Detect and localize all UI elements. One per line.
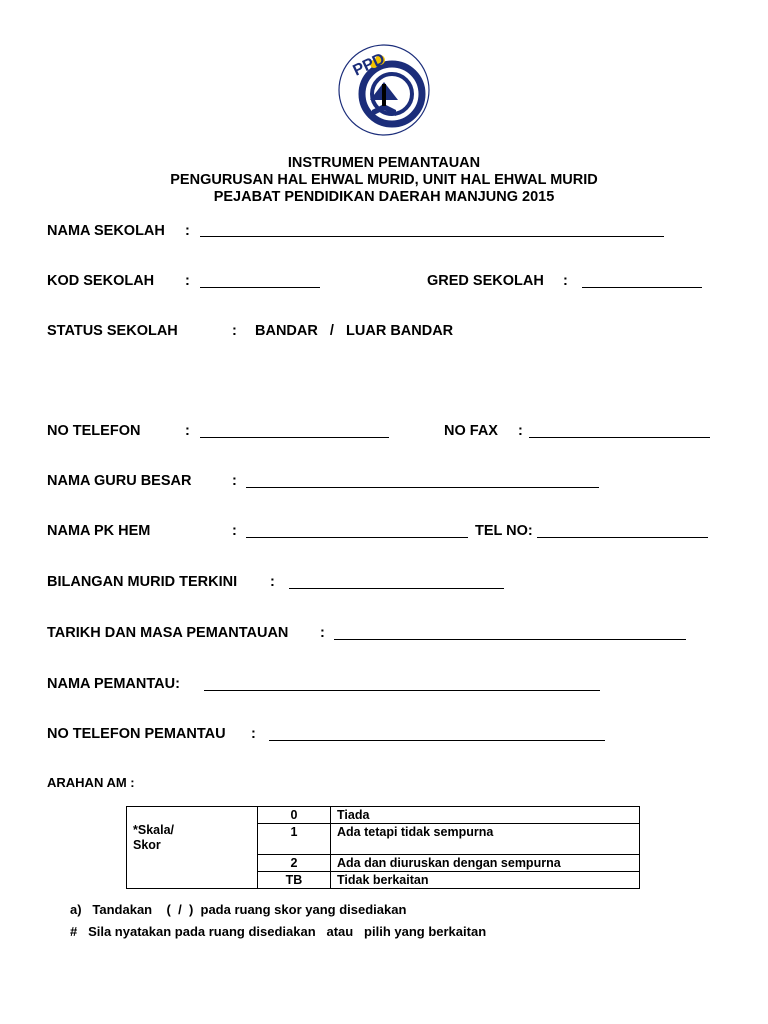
nama-pemantau-label: NAMA PEMANTAU: xyxy=(47,676,180,692)
arahan-am-title: ARAHAN AM : xyxy=(47,775,135,790)
no-telefon-pemantau-line[interactable] xyxy=(269,740,605,741)
colon: : xyxy=(185,423,190,439)
tarikh-masa-line[interactable] xyxy=(334,639,686,640)
no-fax-label: NO FAX xyxy=(444,423,498,439)
instruction-hash: # Sila nyatakan pada ruang disediakan atau pilih yang berkaitan xyxy=(70,924,487,939)
tel-no-line[interactable] xyxy=(537,537,708,538)
nama-pemantau-line[interactable] xyxy=(204,690,600,691)
nama-sekolah-line[interactable] xyxy=(200,236,664,237)
score-cell: 1 xyxy=(258,824,331,855)
status-sekolah-label: STATUS SEKOLAH xyxy=(47,323,178,339)
instruction-a: a) Tandakan ( / ) pada ruang skor yang disediakan xyxy=(70,902,407,917)
score-desc-cell: Tiada xyxy=(331,807,640,824)
nama-guru-besar-label: NAMA GURU BESAR xyxy=(47,473,192,489)
ppd-logo xyxy=(336,42,432,138)
nama-guru-besar-line[interactable] xyxy=(246,487,599,488)
kod-sekolah-label: KOD SEKOLAH xyxy=(47,273,155,289)
score-desc-cell: Ada tetapi tidak sempurna xyxy=(331,824,640,855)
colon: : xyxy=(563,273,568,289)
colon: : xyxy=(251,726,256,742)
bilangan-murid-line[interactable] xyxy=(289,588,504,589)
colon: : xyxy=(232,523,237,539)
colon: : xyxy=(518,423,523,439)
skala-label-line-2: Skor xyxy=(133,838,161,852)
document-header xyxy=(0,155,768,206)
header-line-2: PENGURUSAN HAL EHWAL MURID, UNIT HAL EHWAL MURID xyxy=(170,172,598,188)
nama-pk-hem-line[interactable] xyxy=(246,537,468,538)
skala-skor-table xyxy=(126,806,640,889)
score-desc-cell: Ada dan diuruskan dengan sempurna xyxy=(331,855,640,872)
header-line-3: PEJABAT PENDIDIKAN DAERAH MANJUNG 2015 xyxy=(213,189,555,205)
skala-label-line-1: *Skala/ xyxy=(133,823,175,837)
no-telefon-line[interactable] xyxy=(200,437,389,438)
table-row xyxy=(127,807,640,824)
tarikh-masa-label: TARIKH DAN MASA PEMANTAUAN xyxy=(47,625,289,641)
bilangan-murid-label: BILANGAN MURID TERKINI xyxy=(47,574,238,590)
score-desc-cell: Tidak berkaitan xyxy=(331,872,640,889)
colon: : xyxy=(232,323,237,339)
nama-sekolah-label: NAMA SEKOLAH xyxy=(47,223,165,239)
colon: : xyxy=(320,625,325,641)
no-telefon-pemantau-label: NO TELEFON PEMANTAU xyxy=(47,726,226,742)
status-options[interactable]: BANDAR / LUAR BANDAR xyxy=(255,323,454,339)
no-telefon-label: NO TELEFON xyxy=(47,423,141,439)
score-cell: 0 xyxy=(258,807,331,824)
gred-sekolah-label: GRED SEKOLAH xyxy=(427,273,544,289)
score-cell: TB xyxy=(258,872,331,889)
logo-letters: PPD xyxy=(350,50,388,80)
no-fax-line[interactable] xyxy=(529,437,710,438)
colon: : xyxy=(185,273,190,289)
header-line-1: INSTRUMEN PEMANTAUAN xyxy=(287,155,481,171)
colon: : xyxy=(185,223,190,239)
gred-sekolah-line[interactable] xyxy=(582,287,702,288)
tel-no-label: TEL NO: xyxy=(475,523,533,539)
nama-pk-hem-label: NAMA PK HEM xyxy=(47,523,151,539)
score-cell: 2 xyxy=(258,855,331,872)
kod-sekolah-line[interactable] xyxy=(200,287,320,288)
skala-label-cell xyxy=(127,807,258,889)
colon: : xyxy=(270,574,275,590)
colon: : xyxy=(232,473,237,489)
